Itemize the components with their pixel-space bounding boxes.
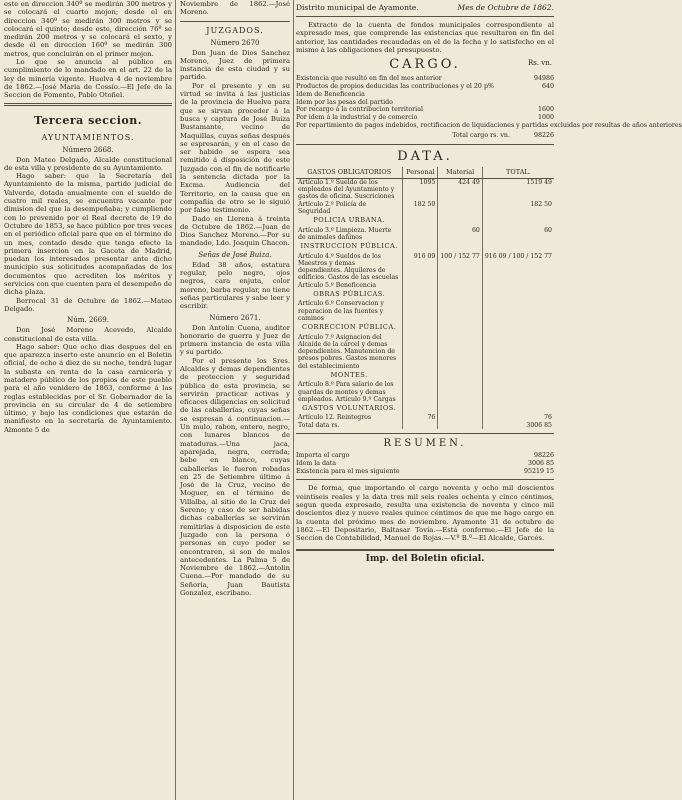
data-row [296, 381, 554, 403]
data-row [296, 253, 554, 282]
data-label: Artículo 1.º Sueldo de los empleados del Ayuntamiento y gastos de oficina. Suscriciones [298, 178, 395, 201]
notice-number: Número 2668. [62, 145, 114, 154]
notice-paragraph: Hago saber: Que ocho dias despues del en que aparezca inserto este anuncio en el Boletin oficial, de ocho á diez de su noche, tendrá lugar la subasta en renta de la casa carnicería y matadero público de los propios de este pueblo para el año venidero de 1863, conforme á las reglas establecidas por el Sr. Gobernador de la provincia en su circular de 4 de setiembre último, y bajo las condiciones que estarán de manifiesto en la secretaría de Ayuntamiento. Almonte 5 de [4, 342, 172, 434]
cargo-list [296, 75, 682, 130]
data-personal [403, 227, 438, 242]
cargo-row [296, 106, 554, 114]
data-label: Artículo 2.º Policía de Seguridad [298, 200, 367, 216]
cargo-value [516, 99, 554, 107]
data-cell [438, 241, 482, 252]
data-personal: 76 [403, 414, 438, 421]
data-column-header: TOTAL. [482, 167, 554, 179]
data-material [438, 334, 482, 370]
data-row [296, 300, 554, 322]
cargo-row [296, 121, 682, 130]
cargo-unit: Rs. vn. [527, 59, 552, 68]
data-title: DATA. [397, 148, 453, 164]
data-total: 3006 85 [482, 422, 554, 429]
cargo-row [296, 83, 554, 91]
resumen-row [296, 460, 554, 468]
data-row [296, 370, 554, 381]
notice-number: Núm. 2669. [67, 316, 109, 325]
data-personal [403, 282, 438, 289]
subsection-title: AYUNTAMIENTOS. [41, 132, 135, 142]
data-table-body [296, 178, 554, 429]
cargo-label: Por recargo á la contribucion territorial [296, 106, 423, 114]
data-cell [482, 370, 554, 381]
data-row [296, 215, 554, 226]
cargo-row [296, 114, 554, 122]
cargo-value: 1600 [537, 106, 554, 114]
data-material [438, 201, 482, 216]
notice-paragraph: Don José Moreno Acevedo, Alcalde constitucional de esta villa. [4, 326, 172, 343]
data-total [482, 381, 554, 403]
account-month: Mes de Octubre de 1862. [457, 3, 554, 12]
resumen-list [296, 452, 554, 475]
data-total [482, 334, 554, 370]
column-divider [293, 0, 294, 800]
data-total: 1519 49 [482, 178, 554, 200]
resumen-row [296, 452, 554, 460]
data-cell [403, 322, 438, 333]
data-personal [403, 381, 438, 403]
notice-number: Número 2671. [209, 313, 261, 322]
data-personal [403, 300, 438, 322]
cargo-total-row [296, 132, 554, 140]
data-personal [403, 334, 438, 370]
data-cell [482, 322, 554, 333]
data-cell [403, 370, 438, 381]
data-label: Artículo 5.º Beneficencia [298, 281, 377, 289]
cargo-label: Idem por las pesas del partido [296, 98, 393, 106]
data-column-header: Material [438, 167, 482, 179]
cargo-value: 1000 [537, 114, 554, 122]
notice-paragraph: Don Mateo Delgado, Alcalde constitucional de esta villa y presidente de su Ayuntamiento. [4, 155, 172, 172]
cargo-label: Por repartimiento de pagos indebidos, rectificacion de liquidaciones y partidas excluidas por resultas de años anteriores [296, 121, 682, 129]
section-title: Tercera seccion. [33, 113, 143, 127]
mine-description-text: este en direccion 340º se medirán 300 metros y se colocará el cuarto mojon; desde el en direccion 340º se medirán 300 metros y se colocará el quinto; desde este, dirección 76º se medirán 200 metros y se colocará el sexto, y desde él en direccion 160º se medirán 300 metros, que concluirán en el primer mojon. [4, 0, 172, 58]
data-material: 100 / 152 77 [438, 253, 482, 282]
data-total: 60 [482, 227, 554, 242]
cargo-header [296, 57, 554, 72]
cargo-value: 640 [541, 82, 554, 90]
data-total [482, 282, 554, 289]
resumen-value: 95219 15 [523, 467, 554, 475]
notice-signature: Dado en Llerena á treinta de Octubre de 1862.—Juan de Dios Sanchez Moreno.—Por su mandado, Ldo. Joaquin Chacon. [180, 214, 290, 248]
data-category: GASTOS VOLUNTARIOS. [302, 404, 397, 413]
notice-signature: Berrocal 31 de Octubre de 1862.—Mateo Delgado. [4, 296, 172, 313]
notice-paragraph: Por el presente y en su virtud se invita á las justicias de la provincia de Huelva para que se sirvan proceder á la busca y captura de José Buiza Bustamante, vecino de Maquillas, cuyas señas después se espresarán, y en el caso de ser habido se espera sea remitido á disposición de este Juzgado con el fin de notificarle la sentencia dictada por la Excma. Audiencia del Territorio, en la causa que en compañía de otro se le siguió por falso testimonio. [180, 81, 290, 215]
data-category: POLICIA URBANA. [313, 216, 385, 225]
data-cell [403, 289, 438, 300]
continued-signature: Noviembre de 1862.—José Moreno. [180, 0, 290, 17]
data-label: Artículo 6.º Conservacion y reparacion de las fuentes y caminos [298, 300, 384, 322]
district-name: Distrito municipal de Ayamonte. [296, 3, 419, 12]
data-category: INSTRUCCION PÚBLICA. [300, 242, 398, 251]
notice-paragraph: Don Antolin Cuena, auditor honorario de guerra y Juez de primera instancia de esta villa y su partido. [180, 323, 290, 357]
divider [4, 103, 172, 106]
resumen-label: Idem la data [296, 459, 337, 467]
notice-paragraph: Don Juan de Dios Sanchez Moreno, Juez de primera instancia de esta ciudad y su partido. [180, 48, 290, 82]
data-row [296, 282, 554, 289]
data-table [296, 167, 554, 430]
resumen-label: Existencia para el mes siguiente [296, 467, 400, 475]
divider [296, 144, 554, 145]
data-category: CORRECCION PÚBLICA. [302, 323, 397, 332]
data-column-header: Personal [403, 167, 438, 179]
divider [296, 479, 554, 480]
divider [180, 21, 290, 22]
data-cell [403, 403, 438, 414]
data-label: Artículo 8.º Para salario de los guardas de montes y demas empleados. Artículo 9.º Cargas [298, 381, 396, 403]
cargo-total-value: 98226 [533, 131, 554, 139]
cargo-label: Idem de Beneficencia [296, 90, 365, 98]
data-personal: 182 50 [403, 201, 438, 216]
data-row [296, 414, 554, 421]
data-total: 182 50 [482, 201, 554, 216]
data-row [296, 178, 554, 200]
data-cell [482, 289, 554, 300]
cargo-row [296, 99, 554, 107]
cargo-label: Productos de propios deducidas las contribuciones y el 20 p% [296, 82, 494, 90]
notice-number: Número 2670 [210, 38, 260, 47]
data-category: MONTES. [330, 370, 368, 379]
data-personal [403, 422, 438, 429]
divider [296, 433, 554, 434]
data-label: Artículo 4.º Sueldos de los Maestros y demas dependientes. Alquileres de edificios. Gastos de las escuelas [298, 252, 399, 282]
data-personal: 916 09 [403, 253, 438, 282]
cargo-title: CARGO. [389, 57, 461, 73]
cargo-value [516, 91, 554, 99]
data-material [438, 300, 482, 322]
data-row [296, 322, 554, 333]
data-row [296, 334, 554, 370]
data-cell [482, 403, 554, 414]
data-material: 60 [438, 227, 482, 242]
signs-text: Edad 38 años, estatura regular, pelo negro, ojos negros, cara enjuta, color moreno, barba regular, no tiene señas particulares y sabe leer y escribir. [180, 260, 290, 311]
resumen-row [296, 468, 554, 476]
data-row [296, 201, 554, 216]
data-material [438, 381, 482, 403]
account-header [296, 3, 554, 12]
data-cell [482, 241, 554, 252]
column-middle [180, 0, 290, 597]
data-category: OBRAS PÚBLICAS. [313, 290, 386, 299]
data-cell [403, 241, 438, 252]
account-extract: Extracto de la cuenta de fondos municipales correspondiente al expresado mes, que comprende las existencias que resultaron en fin del anterior, las cantidades recaudadas en el de la fecha y lo satisfecho en el mismo á las obligaciones del presupuesto. [296, 21, 554, 54]
data-total [482, 300, 554, 322]
data-material: 424 49 [438, 178, 482, 200]
data-label: Artículo 12. Reintegros [298, 414, 372, 422]
data-row [296, 422, 554, 429]
resumen-label: Importa el cargo [296, 452, 350, 460]
mining-notice: Lo que se anuncia al público en cumplimiento de lo mandado en el art. 22 de la ley de minería vigente. Huelva 4 de noviembre de 1862.—José Maria de Cossío.—El Jefe de la Seccion de Fomento, Pablo Otoñel. [4, 58, 172, 100]
data-label: Artículo 3.º Limpieza. Muerte de animales dañinos [298, 226, 392, 241]
resumen-value: 3006 85 [527, 459, 554, 467]
data-personal: 1095 [403, 178, 438, 200]
data-label: Artículo 7.º Asignacion del Alcaide de la cárcel y demas dependientes. Manutencion de presos pobres. Gastos menores del establecimiento [298, 333, 397, 370]
cargo-row [296, 91, 554, 99]
cargo-label: Existencia que resultó en fin del mes anterior [296, 75, 442, 83]
cargo-value: 94986 [533, 75, 554, 83]
cargo-row [296, 75, 554, 83]
data-cell [403, 215, 438, 226]
data-row [296, 289, 554, 300]
resumen-value: 98226 [533, 452, 554, 460]
column-left [4, 0, 172, 434]
column-right [296, 0, 682, 564]
data-column-header: GASTOS OBLIGATORIOS [296, 167, 403, 179]
data-row [296, 241, 554, 252]
imprint: Imp. del Boletin oficial. [296, 549, 554, 564]
resumen-title: RESUMEN. [383, 438, 467, 450]
cargo-label: Por idem á la industrial y de comercio [296, 114, 418, 122]
notice-paragraph: Por el presente los Sres. Alcaldes y demas dependientes de proteccion y seguridad pública de esta provincia, se servirán practicar activas y eficaces diligencias en solicitud de las caballerías, cuyas señas se espresan á continuacion.—Un mulo, rabon, entero, negro, con lunares blancos de mataduras.—Una jaca, aparejada, negra, cerrada; bebe en blanco, cuyas caballerías le fueron robadas en 25 de Setiembre último á José de la Cruz, vecino de Moguer, en el término de Villalba, al sitio de la Cruz del Sereno; y caso de ser habidas dichas caballerías se servirán remitirlas á disposicion de este Juzgado con la persona ó personas en cuyo poder se encontraren, si son de malos antecedentes. La Palma 5 de Noviembre de 1862.—Antolin Cuena.—Por mandado de su Señoría, Juan Bautista Gonzalez, escribano. [180, 356, 290, 597]
signs-heading: Señas de José Buiza. [198, 250, 272, 259]
data-cell [438, 322, 482, 333]
divider [296, 16, 554, 17]
cargo-total-label: Total cargo rs. vn. [452, 131, 510, 139]
data-cell [482, 215, 554, 226]
data-cell [438, 403, 482, 414]
data-total: 76 [482, 414, 554, 421]
data-material [438, 414, 482, 421]
data-cell [438, 215, 482, 226]
data-row [296, 227, 554, 242]
data-label: Total data rs. [298, 421, 340, 429]
notice-paragraph: Hago saber: que la Secretaría del Ayuntamiento de la misma, partido judicial de Valverde, dotada anualmente con el sueldo de cuatro mil reales, se encuentra vacante por dimision del que la desempeñaba; y cumpliendo con lo prevenido por el Real decreto de 19 de Octubre de 1853, se hace público por tres veces en el periódico oficial para que en el término de un mes, contado desde que tenga efecto la primera insercion en la Gaceta de Madrid, puedan los interesados presentar ante dicho municipio sus solicitudes acompañadas de los documentos que acrediten los méritos y servicios con que cuenten para el desempeño de dicha plaza. [4, 172, 172, 297]
data-total: 916 09 / 100 / 152 77 [482, 253, 554, 282]
closing-text: De forma, que importando el cargo noventa y ocho mil doscientos veintiseis reales y la data tres mil seis reales ochenta y cinco céntimos, segun queda expresado, resulta una existencia de noventa y cinco mil doscientos diez y nueve reales quince céntimos de que me hago cargo en la cuenta del próximo mes de noviembre. Ayamonte 31 de octubre de 1862.—El Depositario, Baltasar Tovía.—Está conforme.—El Jefe de la Seccion de Contabilidad, Manuel de Rojas.—V.º B.º—El Alcalde, Garcés. [296, 484, 554, 543]
data-material [438, 282, 482, 289]
data-cell [438, 370, 482, 381]
data-material [438, 422, 482, 429]
data-row [296, 403, 554, 414]
section-title: JUZGADOS. [206, 25, 264, 35]
data-cell [438, 289, 482, 300]
data-table-header [296, 167, 554, 179]
column-divider [175, 0, 176, 800]
